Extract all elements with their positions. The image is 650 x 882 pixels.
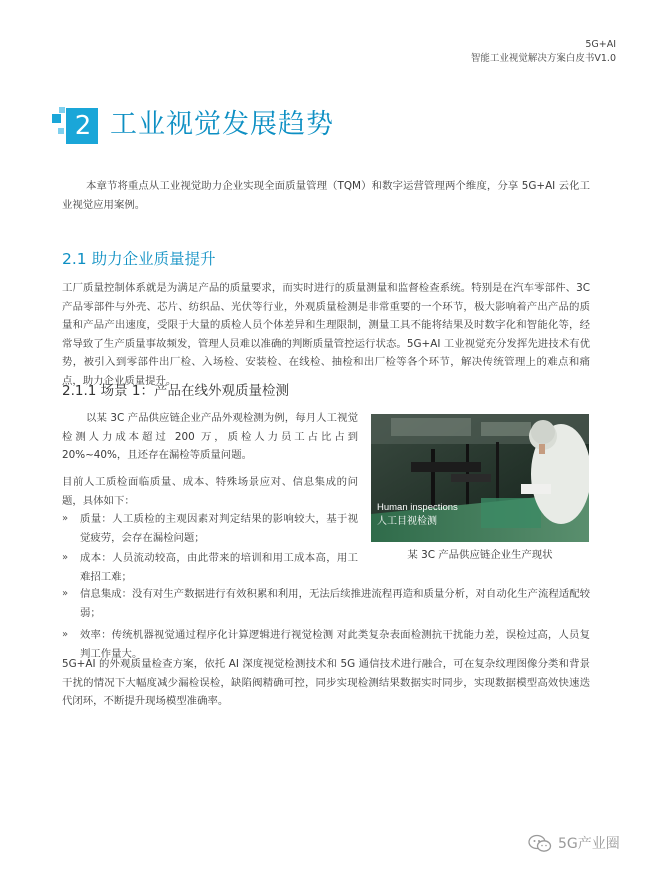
chapter-title: 工业视觉发展趋势 (110, 109, 334, 140)
factory-photo-illustration (371, 414, 589, 542)
section-paragraph: 工厂质量控制体系就是为满足产品的质量要求，而实时进行的质量测量和监督检查系统。特别是在汽车零部件、3C 产品零部件与外壳、芯片、纺织品、光伏等行业，外观质量检测是非常重要的一个环节，极大影响着产出产品的质量和产品产出速度，受限于大量的质检人员个体差异和生理限制，测量工具不能将结果及时数字化和智能化等，经常导致了生产质量事故频发，管理人员难以准确的判断质量管控运行状态。5G+AI 工业视觉充分发挥先进技术有优势，被引入到零部件出厂检、入场检、安装检、在线检、抽检和出厂检等各个环节，解决传统管理上的难点和痛点，助力企业质量提升。 (62, 282, 590, 387)
list-item (62, 510, 358, 547)
bullet-icon: » (62, 588, 69, 599)
photo-caption: 某 3C 产品供应链企业生产现状 (407, 549, 553, 561)
decorative-square (58, 128, 64, 134)
subsection-paragraph-1: 以某 3C 产品供应链企业产品外观检测为例，每月人工视觉检测人力成本超过 200 万，质检人力员工占比占到 20%~40%，且还存在漏检等质量问题。 (62, 412, 358, 461)
photo-overlay-cn: 人工目视检测 (377, 516, 437, 527)
bullet-icon: » (62, 513, 69, 524)
bullet-icon: » (62, 629, 69, 640)
factory-photo (371, 414, 589, 542)
list-item-text: 质量：人工质检的主观因素对判定结果的影响较大，基于视觉疲劳，会存在漏检问题； (80, 513, 358, 544)
wechat-icon (528, 834, 552, 854)
intro-paragraph: 本章节将重点从工业视觉助力企业实现全面质量管理（TQM）和数字运营管理两个维度，分享 5G+AI 云化工业视觉应用案例。 (62, 180, 590, 211)
subsection-title: 2.1.1 场景 1：产品在线外观质量检测 (62, 383, 290, 399)
list-item-text: 效率：传统机器视觉通过程序化计算逻辑进行视觉检测 对此类复杂表面检测抗干扰能力差，误检过高，人员复判工作量大。 (80, 629, 590, 660)
list-item-text: 成本：人员流动较高，由此带来的培训和用工成本高，用工难招工难； (80, 552, 358, 583)
running-header (471, 38, 616, 66)
footer-logo-text: 5G产业圈 (558, 836, 620, 852)
issues-list-narrow (62, 510, 358, 586)
list-item (62, 549, 358, 586)
list-item-text: 信息集成：没有对生产数据进行有效积累和利用，无法后续推进流程再造和质量分析，对自动化生产流程适配较弱； (80, 588, 590, 619)
section-title: 2.1 助力企业质量提升 (62, 250, 216, 268)
issues-list-wide (62, 585, 590, 663)
footer-logo (528, 832, 628, 856)
list-item (62, 585, 590, 622)
chapter-number: 2 (74, 111, 92, 141)
subsection-paragraph-3: 5G+AI 的外观质量检查方案，依托 AI 深度视觉检测技术和 5G 通信技术进行融合，可在复杂纹理图像分类和背景干扰的情况下大幅度减少漏检误检，缺陷阀精确可控，同步实现检测结果数据实时同步，实现数据模型高效快速迭代闭环，不断提升现场模型准确率。 (62, 658, 590, 707)
subsection-paragraph-2: 目前人工质检面临质量、成本、特殊场景应对、信息集成的问题，具体如下： (62, 476, 358, 507)
photo-overlay-en: Human inspections (377, 502, 458, 513)
bullet-icon: » (62, 552, 69, 563)
decorative-square (59, 107, 65, 113)
header-line-2: 智能工业视觉解决方案白皮书V1.0 (470, 53, 616, 64)
decorative-square (52, 114, 61, 123)
header-line-1: 5G+AI (585, 39, 616, 50)
